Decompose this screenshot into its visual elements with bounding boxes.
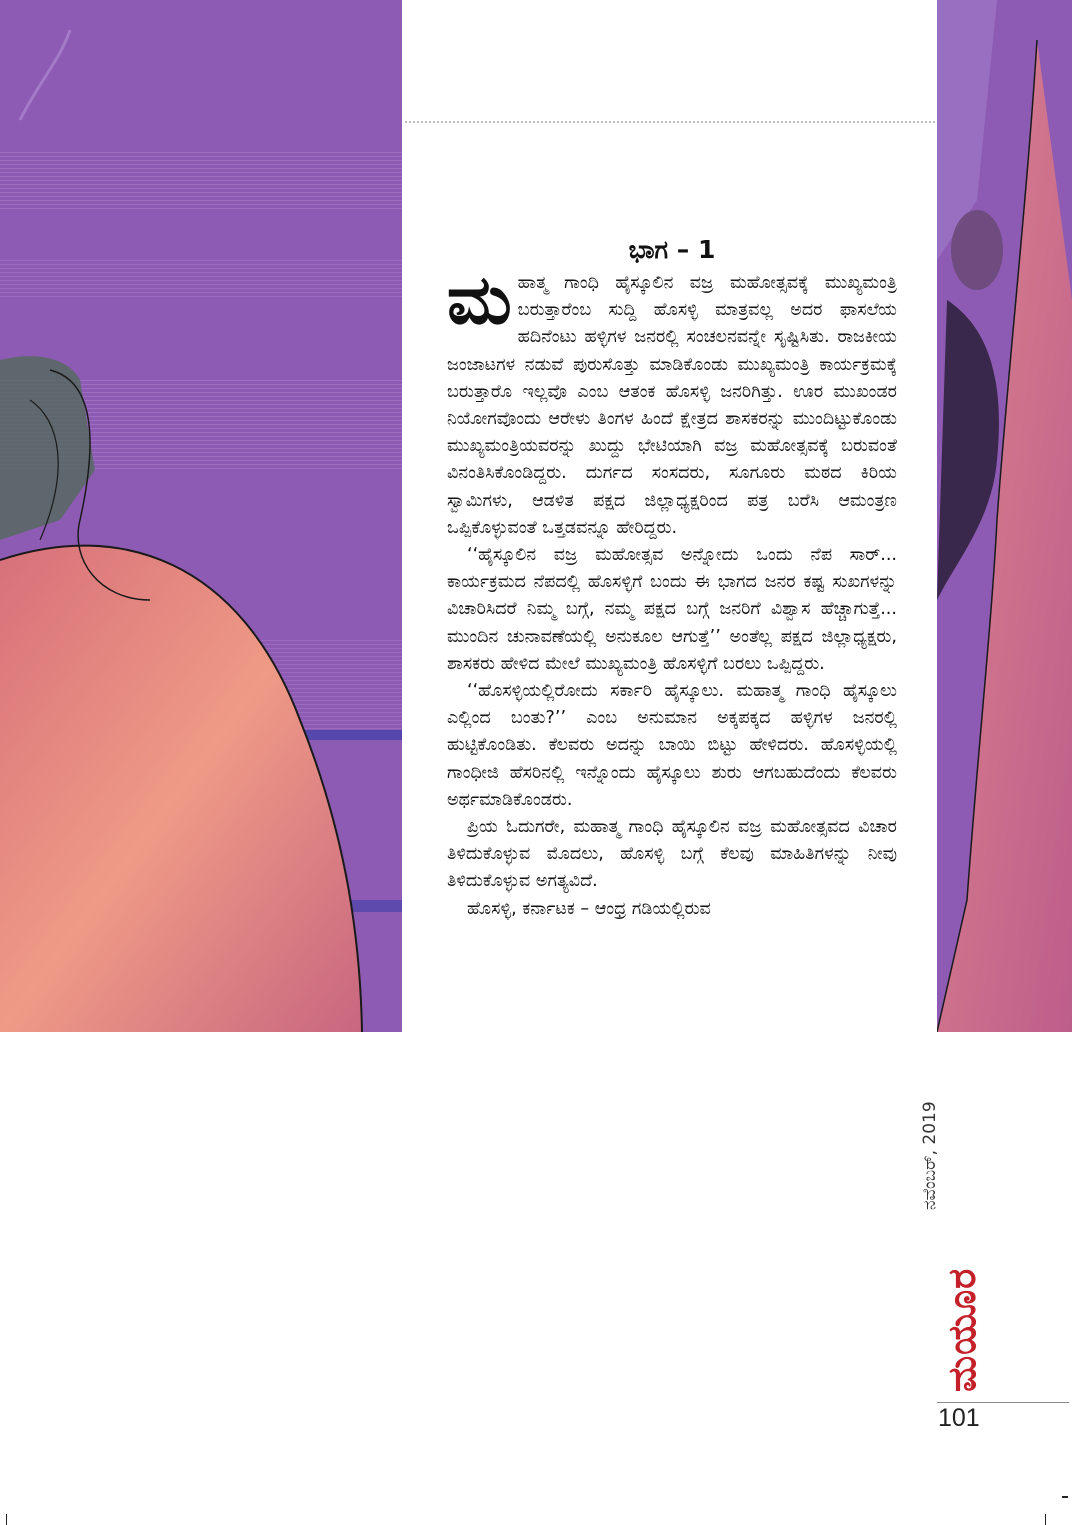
article-body [447, 232, 897, 923]
crop-mark-side [1062, 1496, 1068, 1498]
paragraph-1 [447, 261, 897, 542]
left-artwork-svg [0, 0, 402, 1032]
right-illustration [937, 0, 1072, 1032]
drop-cap: ಮ [447, 261, 512, 340]
paragraph-3: ‘‘ಹೊಸಳ್ಳಿಯಲ್ಲಿರೋದು ಸರ್ಕಾರಿ ಹೈಸ್ಕೂಲು. ಮಹಾತ್ಮ ಗಾಂಧಿ ಹೈಸ್ಕೂಲು ಎಲ್ಲಿಂದ ಬಂತು?’’ ಎಂಬ ಅನುಮಾನ ಅಕ್ಕಪಕ್ಕದ ಹಳ್ಳಿಗಳ ಜನರಲ್ಲಿ ಹುಟ್ಟಿಕೊಂಡಿತು. ಕೆಲವರು ಅದನ್ನು ಬಾಯಿ ಬಿಟ್ಟು ಹೇಳಿದರು. ಹೊಸಳ್ಳಿಯಲ್ಲಿ ಗಾಂಧೀಜಿ ಹೆಸರಿನಲ್ಲಿ ಇನ್ನೊಂದು ಹೈಸ್ಕೂಲು ಶುರು ಆಗಬಹುದೆಂದು ಕೆಲವರು ಅರ್ಥಮಾಡಿಕೊಂಡರು. [447, 681, 897, 810]
page-number-rule [937, 1402, 1069, 1403]
issue-date: ನವೆಂಬರ್, 2019 [920, 1101, 940, 1210]
crop-mark-left [6, 1514, 7, 1525]
right-artwork-svg [937, 0, 1072, 1032]
paragraph-4: ಪ್ರಿಯ ಓದುಗರೇ, ಮಹಾತ್ಮ ಗಾಂಧಿ ಹೈಸ್ಕೂಲಿನ ವಜ್ರ ಮಹೋತ್ಸವದ ವಿಚಾರ ತಿಳಿದುಕೊಳ್ಳುವ ಮೊದಲು, ಹೊಸಳ್ಳಿ ಬಗ್ಗೆ ಕೆಲವು ಮಾಹಿತಿಗಳನ್ನು ನೀವು ತಿಳಿದುಕೊಳ್ಳುವ ಅಗತ್ಯವಿದೆ. [447, 817, 897, 892]
paragraph-2: ‘‘ಹೈಸ್ಕೂಲಿನ ವಜ್ರ ಮಹೋತ್ಸವ ಅನ್ನೋದು ಒಂದು ನೆಪ ಸಾರ್... ಕಾರ್ಯಕ್ರಮದ ನೆಪದಲ್ಲಿ ಹೊಸಳ್ಳಿಗೆ ಬಂದು ಈ ಭಾಗದ ಜನರ ಕಷ್ಟ ಸುಖಗಳನ್ನು ವಿಚಾರಿಸಿದರೆ ನಿಮ್ಮ ಬಗ್ಗೆ, ನಮ್ಮ ಪಕ್ಷದ ಬಗ್ಗೆ ಜನರಿಗೆ ವಿಶ್ವಾಸ ಹೆಚ್ಚಾಗುತ್ತೆ... ಮುಂದಿನ ಚುನಾವಣೆಯಲ್ಲಿ ಅನುಕೂಲ ಆಗುತ್ತೆ’’ ಅಂತೆಲ್ಲ ಪಕ್ಷದ ಜಿಲ್ಲಾಧ್ಯಕ್ಷರು, ಶಾಸಕರು ಹೇಳಿದ ಮೇಲೆ ಮುಖ್ಯಮಂತ್ರಿ ಹೊಸಳ್ಳಿಗೆ ಬರಲು ಒಪ್ಪಿದ್ದರು. [447, 545, 897, 674]
paragraph-5: ಹೊಸಳ್ಳಿ, ಕರ್ನಾಟಕ – ಆಂಧ್ರ ಗಡಿಯಲ್ಲಿರುವ [467, 898, 711, 919]
left-illustration [0, 0, 402, 1032]
paragraph-1-text: ಹಾತ್ಮ ಗಾಂಧಿ ಹೈಸ್ಕೂಲಿನ ವಜ್ರ ಮಹೋತ್ಸವಕ್ಕೆ ಮುಖ್ಯಮಂತ್ರಿ ಬರುತ್ತಾರೆಂಬ ಸುದ್ದಿ ಹೊಸಳ್ಳಿ ಮಾತ್ರವಲ್ಲ ಅದರ ಫಾಸಲೆಯ ಹದಿನೆಂಟು ಹಳ್ಳಿಗಳ ಜನರಲ್ಲಿ ಸಂಚಲನವನ್ನೇ ಸೃಷ್ಟಿಸಿತು. ರಾಜಕೀಯ ಜಂಜಾಟಗಳ ನಡುವೆ ಪುರುಸೊತ್ತು ಮಾಡಿಕೊಂಡು ಮುಖ್ಯಮಂತ್ರಿ ಕಾರ್ಯಕ್ರಮಕ್ಕೆ ಬರುತ್ತಾರೊ ಇಲ್ಲವೊ ಎಂಬ ಆತಂಕ ಹೊಸಳ್ಳಿ ಜನರಿಗಿತ್ತು. ಊರ ಮುಖಂಡರ ನಿಯೋಗವೊಂದು ಆರೇಳು ತಿಂಗಳ ಹಿಂದೆ ಕ್ಷೇತ್ರದ ಶಾಸಕರನ್ನು ಮುಂದಿಟ್ಟುಕೊಂಡು ಮುಖ್ಯಮಂತ್ರಿಯವರನ್ನು ಖುದ್ದು ಭೇಟಿಯಾಗಿ ವಜ್ರ ಮಹೋತ್ಸವಕ್ಕೆ ಬರುವಂತೆ ವಿನಂತಿಸಿಕೊಂಡಿದ್ದರು. ದುರ್ಗದ ಸಂಸದರು, ಸೂಗೂರು ಮಠದ ಕಿರಿಯ ಸ್ವಾಮಿಗಳು, ಆಡಳಿತ ಪಕ್ಷದ ಜಿಲ್ಲಾಧ್ಯಕ್ಷರಿಂದ ಪತ್ರ ಬರೆಸಿ ಆಮಂತ್ರಣ ಒಪ್ಪಿಕೊಳ್ಳುವಂತೆ ಒತ್ತಡವನ್ನೂ ಹೇರಿದ್ದರು. [447, 273, 897, 538]
part-heading: ಭಾಗ – 1 [628, 235, 716, 264]
page-number: 101 [938, 1404, 980, 1432]
crop-mark-right [1045, 1514, 1046, 1525]
top-dotted-rule [405, 121, 935, 123]
magazine-masthead: ಮಯೂರ [940, 1267, 984, 1392]
